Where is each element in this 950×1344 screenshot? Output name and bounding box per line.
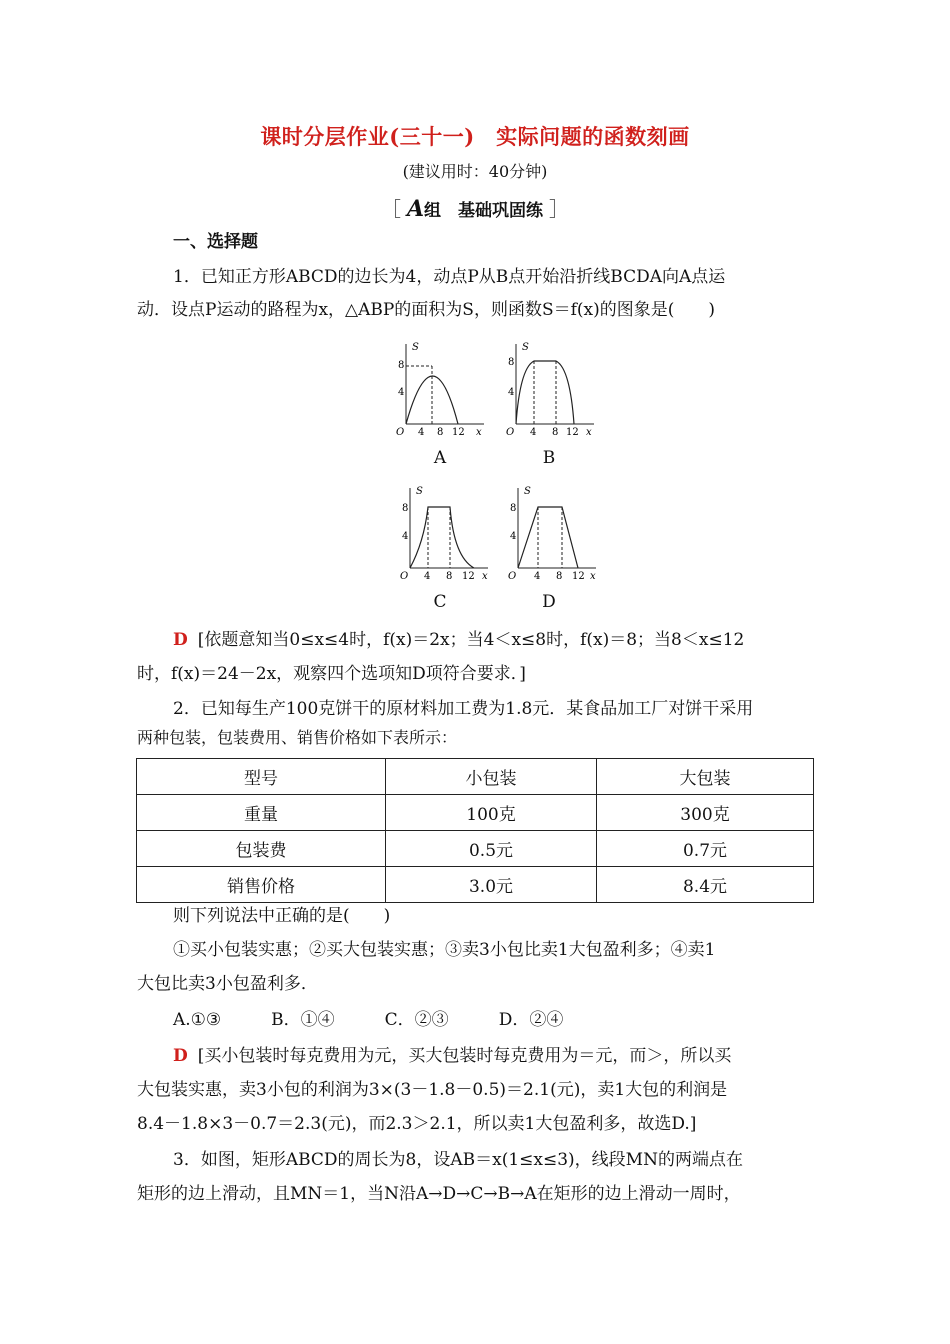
- y-tick-label: 8: [402, 503, 409, 514]
- graph-d-label: D: [542, 592, 556, 612]
- x-tick-label: 8: [446, 571, 453, 582]
- curve: [518, 507, 578, 568]
- graph-b-label: B: [542, 448, 556, 468]
- y-tick-label: 8: [398, 360, 405, 371]
- q2-explanation-line1: D [买小包装时每克费用为元，买大包装时每克费用为＝元，而＞，所以买: [173, 1046, 732, 1066]
- q2-options: [173, 1008, 817, 1032]
- option-b: B．①④: [271, 1010, 335, 1030]
- graph-c-label: C: [433, 592, 447, 612]
- y-tick-label: 4: [398, 387, 405, 398]
- y-tick-label: 4: [402, 531, 409, 542]
- section-heading: 一、选择题: [173, 232, 258, 252]
- y-tick-label: 8: [510, 503, 517, 514]
- graph-d: [500, 482, 610, 582]
- table-cell: 3.0元: [386, 867, 597, 903]
- graph-b: [498, 338, 608, 438]
- x-tick-label: 8: [437, 427, 444, 438]
- q1-text-line1: 1．已知正方形ABCD的边长为4，动点P从B点开始沿折线BCDA向A点运: [173, 267, 726, 287]
- table-cell: 8.4元: [597, 867, 814, 903]
- x-tick-label: 4: [534, 571, 541, 582]
- x-axis-label: x: [586, 427, 592, 438]
- q1-answer: D: [173, 630, 188, 650]
- x-tick-label: 12: [566, 427, 579, 438]
- time-suggestion: (建议用时：40分钟): [402, 162, 548, 181]
- table-cell: 300克: [597, 795, 814, 831]
- table-cell: 100克: [386, 795, 597, 831]
- q3-text-line2: 矩形的边上滑动，且MN＝1，当N沿A→D→C→B→A在矩形的边上滑动一周时，: [137, 1184, 741, 1204]
- table-header-cell: 型号: [137, 759, 386, 795]
- graph-c: [392, 482, 502, 582]
- q3-text-line1: 3．如图，矩形ABCD的周长为8，设AB＝x(1≤x≤3)，线段MN的两端点在: [173, 1150, 743, 1170]
- q2-statements-line1: ①买小包装实惠；②买大包装实惠；③卖3小包比卖1大包盈利多；④卖1: [173, 940, 716, 960]
- q2-text-line1: 2．已知每生产100克饼干的原材料加工费为1.8元．某食品加工厂对饼干采用: [173, 699, 754, 719]
- x-axis-label: x: [590, 571, 596, 582]
- x-axis-label: x: [482, 571, 488, 582]
- origin-label: O: [396, 427, 405, 438]
- y-tick-label: 4: [508, 387, 515, 398]
- x-tick-label: 8: [556, 571, 563, 582]
- table-row: [137, 795, 814, 831]
- table-header-row: [137, 759, 814, 795]
- table-row: [137, 867, 814, 903]
- table-header-cell: 大包装: [597, 759, 814, 795]
- x-axis-label: x: [476, 427, 482, 438]
- q2-text-line2: 两种包装，包装费用、销售价格如下表所示：: [137, 728, 458, 747]
- x-tick-label: 8: [552, 427, 559, 438]
- x-tick-label: 12: [452, 427, 465, 438]
- table-cell: 销售价格: [137, 867, 386, 903]
- y-tick-label: 8: [508, 357, 515, 368]
- option-d: D．②④: [498, 1010, 564, 1030]
- table-cell: 重量: [137, 795, 386, 831]
- group-bracket-close: ］: [548, 197, 569, 221]
- y-axis-label: S: [412, 342, 419, 353]
- table-header-cell: 小包装: [386, 759, 597, 795]
- table-row: [137, 831, 814, 867]
- q2-explanation-line2: 大包装实惠，卖3小包的利润为3×(3－1.8－0.5)＝2.1(元)，卖1大包的利润是: [137, 1080, 728, 1100]
- curve: [410, 507, 474, 568]
- y-axis-label: S: [524, 486, 531, 497]
- x-tick-label: 12: [462, 571, 475, 582]
- q2-explanation-line3: 8.4－1.8×3－0.7＝2.3(元)，而2.3＞2.1，所以卖1大包盈利多，故选D.]: [137, 1114, 697, 1134]
- y-tick-label: 4: [510, 531, 517, 542]
- graph-a: [388, 338, 498, 438]
- y-axis-label: S: [416, 486, 423, 497]
- q2-prompt: 则下列说法中正确的是( ): [173, 906, 391, 926]
- table-cell: 包装费: [137, 831, 386, 867]
- page-title: 课时分层作业(三十一) 实际问题的函数刻画: [260, 124, 690, 149]
- group-letter: A: [406, 196, 425, 222]
- group-bracket-open: ［: [381, 197, 402, 221]
- group-text: 组 基础巩固练: [424, 201, 544, 221]
- table-cell: 0.5元: [386, 831, 597, 867]
- q1-explanation-line1: D [依题意知当0≤x≤4时，f(x)＝2x；当4＜x≤8时，f(x)＝8；当8＜x≤12: [173, 630, 745, 650]
- origin-label: O: [506, 427, 515, 438]
- x-tick-label: 12: [572, 571, 585, 582]
- table-cell: 0.7元: [597, 831, 814, 867]
- q2-statements-line2: 大包比卖3小包盈利多．: [137, 974, 318, 994]
- graph-a-label: A: [433, 448, 447, 468]
- x-tick-label: 4: [418, 427, 425, 438]
- q2-answer: D: [173, 1046, 188, 1066]
- x-tick-label: 4: [530, 427, 537, 438]
- q1-text-line2: 动．设点P运动的路程为x，△ABP的面积为S，则函数S＝f(x)的图象是( ): [137, 300, 716, 320]
- y-axis-label: S: [522, 342, 529, 353]
- option-c: C．②③: [384, 1010, 449, 1030]
- group-heading: [0, 193, 950, 222]
- origin-label: O: [508, 571, 517, 582]
- q1-explanation-line2: 时，f(x)＝24－2x，观察四个选项知D项符合要求．]: [137, 664, 526, 684]
- curve: [516, 361, 574, 424]
- option-a: A.①③: [173, 1010, 222, 1030]
- packaging-table: [136, 758, 814, 903]
- x-tick-label: 4: [424, 571, 431, 582]
- origin-label: O: [400, 571, 409, 582]
